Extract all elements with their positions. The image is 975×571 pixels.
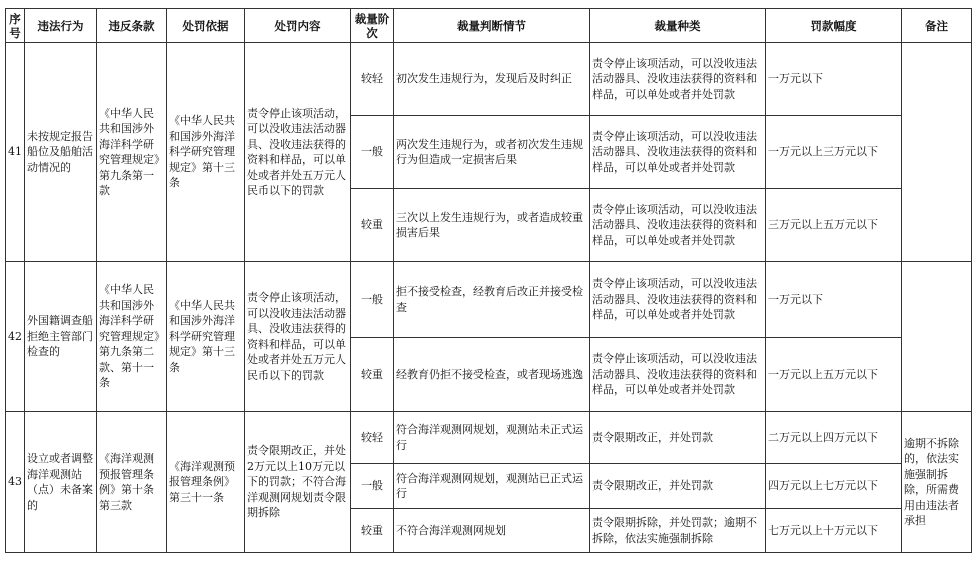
header-level: 裁量阶次 bbox=[351, 9, 394, 43]
act-cell: 外国籍调查船拒绝主管部门检查的 bbox=[25, 262, 97, 412]
seq-cell: 43 bbox=[6, 412, 25, 553]
header-content: 处罚内容 bbox=[245, 9, 351, 43]
seq-cell: 41 bbox=[6, 43, 25, 262]
level-cell: 较重 bbox=[351, 338, 394, 412]
penalty-discretion-table bbox=[5, 8, 972, 553]
fine-cell: 四万元以上七万元以下 bbox=[766, 464, 902, 509]
fine-cell: 二万元以上四万元以下 bbox=[766, 412, 902, 464]
circumstance-cell: 符合海洋观测网规划，观测站已正式运行 bbox=[394, 464, 590, 509]
penalty-table-wrapper bbox=[5, 8, 971, 553]
header-type: 裁量种类 bbox=[590, 9, 766, 43]
level-cell: 较重 bbox=[351, 189, 394, 262]
fine-cell: 一万元以上三万元以下 bbox=[766, 116, 902, 189]
circumstance-cell: 符合海洋观测网规划，观测站未正式运行 bbox=[394, 412, 590, 464]
type-cell: 责令限期拆除，并处罚款；逾期不拆除，依法实施强制拆除 bbox=[590, 509, 766, 553]
basis-cell: 《中华人民共和国涉外海洋科学研究管理规定》第十三条 bbox=[167, 262, 245, 412]
type-cell: 责令停止该项活动，可以没收违法活动器具、没收违法获得的资料和样品，可以单处或者并处罚款 bbox=[590, 338, 766, 412]
table-row bbox=[6, 412, 972, 464]
type-cell: 责令停止该项活动，可以没收违法活动器具、没收违法获得的资料和样品，可以单处或者并处罚款 bbox=[590, 116, 766, 189]
header-article: 违反条款 bbox=[97, 9, 167, 43]
circumstance-cell: 三次以上发生违规行为，或者造成较重损害后果 bbox=[394, 189, 590, 262]
act-cell: 设立或者调整海洋观测站（点）未备案的 bbox=[25, 412, 97, 553]
remark-cell bbox=[902, 262, 972, 412]
circumstance-cell: 不符合海洋观测网规划 bbox=[394, 509, 590, 553]
content-cell: 责令停止该项活动，可以没收违法活动器具、没收违法获得的资料和样品，可以单处或者并处五万元人民币以下的罚款 bbox=[245, 43, 351, 262]
level-cell: 一般 bbox=[351, 262, 394, 338]
level-cell: 一般 bbox=[351, 116, 394, 189]
fine-cell: 一万元以下 bbox=[766, 43, 902, 116]
level-cell: 较重 bbox=[351, 509, 394, 553]
type-cell: 责令停止该项活动，可以没收违法活动器具、没收违法获得的资料和样品，可以单处或者并处罚款 bbox=[590, 189, 766, 262]
remark-cell bbox=[902, 43, 972, 262]
header-basis: 处罚依据 bbox=[167, 9, 245, 43]
header-row bbox=[6, 9, 972, 43]
type-cell: 责令限期改正，并处罚款 bbox=[590, 464, 766, 509]
table-row bbox=[6, 43, 972, 116]
basis-cell: 《中华人民共和国涉外海洋科学研究管理规定》第十三条 bbox=[167, 43, 245, 262]
article-cell: 《中华人民共和国涉外海洋科学研究管理规定》第九条第一款 bbox=[97, 43, 167, 262]
remark-cell: 逾期不拆除的，依法实施强制拆除，所需费用由违法者承担 bbox=[902, 412, 972, 553]
seq-cell: 42 bbox=[6, 262, 25, 412]
circumstance-cell: 经教育仍拒不接受检查，或者现场逃逸 bbox=[394, 338, 590, 412]
article-cell: 《海洋观测预报管理条例》第十条第三款 bbox=[97, 412, 167, 553]
type-cell: 责令停止该项活动，可以没收违法活动器具、没收违法获得的资料和样品，可以单处或者并处罚款 bbox=[590, 262, 766, 338]
fine-cell: 三万元以上五万元以下 bbox=[766, 189, 902, 262]
header-act: 违法行为 bbox=[25, 9, 97, 43]
fine-cell: 一万元以上五万元以下 bbox=[766, 338, 902, 412]
header-circumstance: 裁量判断情节 bbox=[394, 9, 590, 43]
basis-cell: 《海洋观测预报管理条例》第三十一条 bbox=[167, 412, 245, 553]
act-cell: 未按规定报告船位及船舶活动情况的 bbox=[25, 43, 97, 262]
article-cell: 《中华人民共和国涉外海洋科学研究管理规定》第九条第二款、第十一条 bbox=[97, 262, 167, 412]
header-remark: 备注 bbox=[902, 9, 972, 43]
header-seq: 序号 bbox=[6, 9, 25, 43]
content-cell: 责令停止该项活动，可以没收违法活动器具、没收违法获得的资料和样品，可以单处或者并处五万元人民币以下的罚款 bbox=[245, 262, 351, 412]
level-cell: 一般 bbox=[351, 464, 394, 509]
type-cell: 责令限期改正，并处罚款 bbox=[590, 412, 766, 464]
level-cell: 较轻 bbox=[351, 412, 394, 464]
type-cell: 责令停止该项活动，可以没收违法活动器具、没收违法获得的资料和样品，可以单处或者并处罚款 bbox=[590, 43, 766, 116]
circumstance-cell: 两次发生违规行为，或者初次发生违规行为但造成一定损害后果 bbox=[394, 116, 590, 189]
level-cell: 较轻 bbox=[351, 43, 394, 116]
fine-cell: 七万元以上十万元以下 bbox=[766, 509, 902, 553]
content-cell: 责令限期改正，并处2万元以上10万元以下的罚款；不符合海洋观测网规划责令限期拆除 bbox=[245, 412, 351, 553]
header-fine: 罚款幅度 bbox=[766, 9, 902, 43]
circumstance-cell: 初次发生违规行为，发现后及时纠正 bbox=[394, 43, 590, 116]
table-row bbox=[6, 262, 972, 338]
circumstance-cell: 拒不接受检查，经教育后改正并接受检查 bbox=[394, 262, 590, 338]
fine-cell: 一万元以下 bbox=[766, 262, 902, 338]
